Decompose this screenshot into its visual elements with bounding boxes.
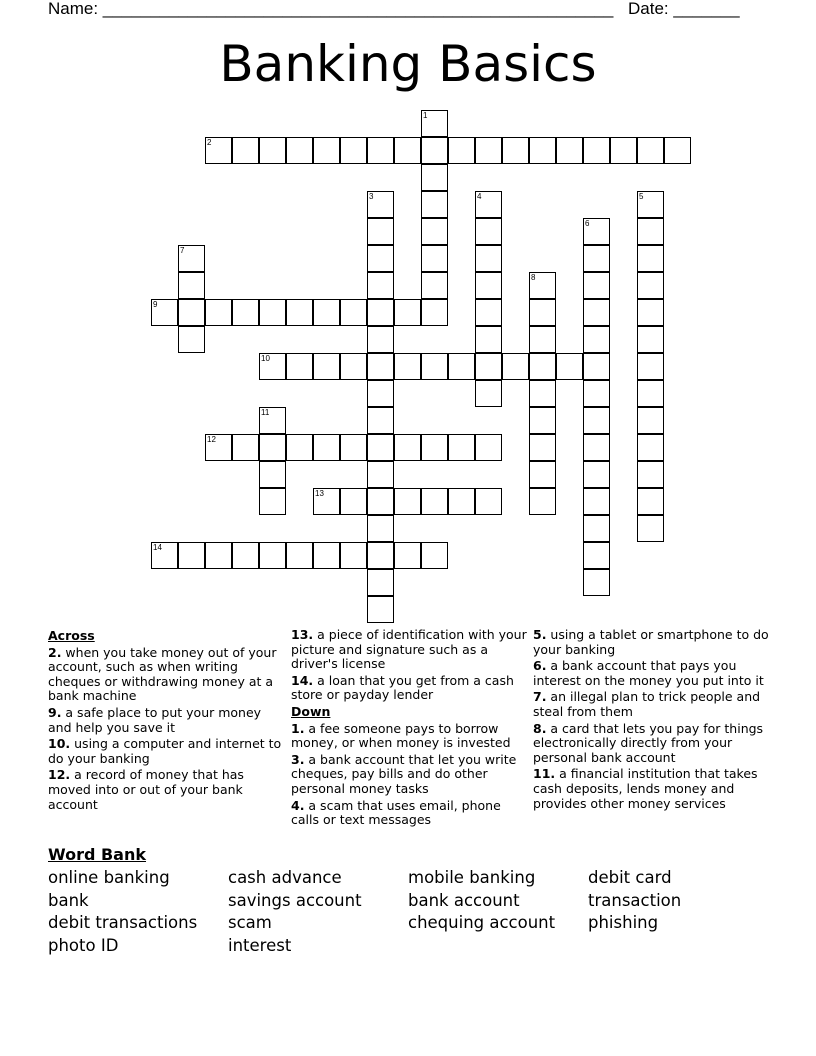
clue-number: 4 bbox=[477, 192, 482, 201]
crossword-cell[interactable] bbox=[583, 461, 610, 488]
crossword-cell[interactable] bbox=[421, 542, 448, 569]
crossword-cell[interactable] bbox=[367, 272, 394, 299]
crossword-cell[interactable] bbox=[475, 272, 502, 299]
crossword-cell[interactable] bbox=[394, 137, 421, 164]
crossword-cell[interactable] bbox=[178, 299, 205, 326]
clue-across-13: 13. a piece of identification with your picture and signature such as a driver's license bbox=[291, 627, 527, 672]
word-bank-item: mobile banking bbox=[408, 868, 536, 887]
crossword-cell[interactable] bbox=[367, 434, 394, 461]
down-heading: Down bbox=[291, 703, 331, 719]
clue-across-12: 12. a record of money that has moved into or out of your bank account bbox=[48, 767, 244, 812]
crossword-cell[interactable] bbox=[232, 434, 259, 461]
crossword-cell[interactable] bbox=[421, 191, 448, 218]
crossword-cell[interactable] bbox=[421, 353, 448, 380]
clue-number: 9 bbox=[153, 300, 158, 309]
crossword-cell[interactable] bbox=[259, 542, 286, 569]
crossword-cell[interactable] bbox=[475, 434, 502, 461]
crossword-cell[interactable] bbox=[367, 569, 394, 596]
crossword-cell[interactable] bbox=[583, 137, 610, 164]
crossword-cell[interactable] bbox=[583, 326, 610, 353]
crossword-cell[interactable] bbox=[583, 380, 610, 407]
clue-across-2: 2. when you take money out of your account, such as when writing cheques or withdrawing money at a bank machine bbox=[48, 644, 277, 704]
crossword-cell[interactable] bbox=[286, 137, 313, 164]
crossword-cell[interactable] bbox=[178, 272, 205, 299]
clue-down-4: 4. a scam that uses email, phone calls or text messages bbox=[291, 797, 501, 828]
name-field[interactable]: Name: ______________________________________________________ bbox=[48, 0, 614, 18]
crossword-cell[interactable] bbox=[637, 380, 664, 407]
crossword-cell[interactable] bbox=[259, 488, 286, 515]
crossword-cell[interactable] bbox=[313, 137, 340, 164]
crossword-cell[interactable] bbox=[529, 353, 556, 380]
crossword-cell[interactable] bbox=[664, 137, 691, 164]
crossword-cell[interactable] bbox=[529, 461, 556, 488]
crossword-cell[interactable] bbox=[259, 407, 286, 434]
crossword-cell[interactable] bbox=[448, 488, 475, 515]
crossword-cell[interactable] bbox=[637, 407, 664, 434]
crossword-cell[interactable] bbox=[205, 434, 232, 461]
crossword-cell[interactable] bbox=[637, 299, 664, 326]
crossword-cell[interactable] bbox=[637, 488, 664, 515]
crossword-cell[interactable] bbox=[529, 326, 556, 353]
crossword-cell[interactable] bbox=[313, 353, 340, 380]
crossword-cell[interactable] bbox=[475, 488, 502, 515]
crossword-cell[interactable] bbox=[637, 137, 664, 164]
crossword-cell[interactable] bbox=[421, 137, 448, 164]
crossword-cell[interactable] bbox=[448, 137, 475, 164]
crossword-cell[interactable] bbox=[286, 299, 313, 326]
clue-down-11: 11. a financial institution that takes cash deposits, lends money and provides other money services bbox=[533, 766, 758, 811]
clue-number: 5 bbox=[639, 192, 644, 201]
crossword-cell[interactable] bbox=[286, 353, 313, 380]
crossword-cell[interactable] bbox=[367, 245, 394, 272]
page-title: Banking Basics bbox=[219, 35, 597, 93]
clue-number: 11 bbox=[261, 408, 270, 417]
crossword-cell[interactable] bbox=[151, 299, 178, 326]
crossword-cell[interactable] bbox=[340, 542, 367, 569]
crossword-cell[interactable] bbox=[637, 218, 664, 245]
crossword-cell[interactable] bbox=[475, 353, 502, 380]
crossword-cell[interactable] bbox=[583, 542, 610, 569]
crossword-cell[interactable] bbox=[367, 326, 394, 353]
clue-number: 13 bbox=[315, 489, 324, 498]
clue-number: 3 bbox=[369, 192, 374, 201]
crossword-cell[interactable] bbox=[529, 434, 556, 461]
crossword-cell[interactable] bbox=[637, 191, 664, 218]
crossword-cell[interactable] bbox=[475, 245, 502, 272]
crossword-cell[interactable] bbox=[367, 407, 394, 434]
crossword-cell[interactable] bbox=[421, 245, 448, 272]
crossword-cell[interactable] bbox=[205, 542, 232, 569]
crossword-cell[interactable] bbox=[178, 245, 205, 272]
crossword-cell[interactable] bbox=[583, 272, 610, 299]
clue-column-1 bbox=[48, 628, 284, 814]
clue-number: 2 bbox=[207, 138, 212, 147]
crossword-cell[interactable] bbox=[367, 353, 394, 380]
crossword-cell[interactable] bbox=[475, 191, 502, 218]
word-bank-title: Word Bank bbox=[48, 845, 147, 864]
clue-number: 12 bbox=[207, 435, 216, 444]
crossword-cell[interactable] bbox=[367, 380, 394, 407]
crossword-cell[interactable] bbox=[394, 434, 421, 461]
word-bank-item: chequing account bbox=[408, 913, 556, 932]
crossword-cell[interactable] bbox=[448, 434, 475, 461]
crossword-cell[interactable] bbox=[583, 434, 610, 461]
across-heading: Across bbox=[48, 628, 95, 643]
crossword-cell[interactable] bbox=[421, 272, 448, 299]
crossword-cell[interactable] bbox=[475, 137, 502, 164]
crossword-cell[interactable] bbox=[583, 488, 610, 515]
crossword-cell[interactable] bbox=[394, 353, 421, 380]
clue-column-2 bbox=[291, 628, 527, 830]
clue-down-3: 3. a bank account that let you write cheques, pay bills and do other personal money tasks bbox=[291, 751, 517, 796]
word-bank-item: savings account bbox=[228, 891, 362, 910]
crossword-cell[interactable] bbox=[259, 353, 286, 380]
crossword-cell[interactable] bbox=[394, 488, 421, 515]
crossword-cell[interactable] bbox=[394, 542, 421, 569]
clue-down-6: 6. a bank account that pays you interest on the money you put into it bbox=[533, 658, 764, 688]
clue-across-14: 14. a loan that you get from a cash store or payday lender bbox=[291, 672, 514, 703]
word-bank-item: phishing bbox=[588, 913, 659, 932]
word-bank-item: scam bbox=[228, 913, 272, 932]
crossword-cell[interactable] bbox=[367, 218, 394, 245]
crossword-cell[interactable] bbox=[583, 515, 610, 542]
crossword-cell[interactable] bbox=[502, 353, 529, 380]
crossword-cell[interactable] bbox=[259, 434, 286, 461]
crossword-cell[interactable] bbox=[178, 542, 205, 569]
crossword-cell[interactable] bbox=[367, 299, 394, 326]
clue-across-9: 9. a safe place to put your money and help you save it bbox=[48, 704, 262, 735]
crossword-cell[interactable] bbox=[556, 353, 583, 380]
crossword-cell[interactable] bbox=[367, 191, 394, 218]
word-bank-item: debit transactions bbox=[48, 913, 198, 932]
crossword-cell[interactable] bbox=[205, 137, 232, 164]
crossword-cell[interactable] bbox=[475, 326, 502, 353]
crossword-cell[interactable] bbox=[367, 137, 394, 164]
crossword-cell[interactable] bbox=[313, 542, 340, 569]
crossword-cell[interactable] bbox=[529, 137, 556, 164]
date-field[interactable]: Date: _______ bbox=[628, 0, 740, 18]
crossword-cell[interactable] bbox=[475, 380, 502, 407]
crossword-cell[interactable] bbox=[529, 380, 556, 407]
clue-down-8: 8. a card that lets you pay for things electronically directly from your personal bank account bbox=[533, 720, 764, 765]
crossword-cell[interactable] bbox=[583, 569, 610, 596]
clue-column-3 bbox=[533, 628, 769, 813]
crossword-cell[interactable] bbox=[610, 137, 637, 164]
crossword-cell[interactable] bbox=[421, 434, 448, 461]
clue-down-5: 5. using a tablet or smartphone to do your banking bbox=[533, 627, 769, 657]
crossword-cell[interactable] bbox=[637, 434, 664, 461]
clue-number: 10 bbox=[261, 354, 270, 363]
crossword-cell[interactable] bbox=[583, 218, 610, 245]
crossword-cell[interactable] bbox=[232, 299, 259, 326]
crossword-cell[interactable] bbox=[637, 272, 664, 299]
clue-number: 7 bbox=[180, 246, 185, 255]
crossword-cell[interactable] bbox=[637, 461, 664, 488]
crossword-cell[interactable] bbox=[637, 245, 664, 272]
crossword-cell[interactable] bbox=[421, 488, 448, 515]
crossword-cell[interactable] bbox=[367, 542, 394, 569]
clue-number: 1 bbox=[423, 111, 428, 120]
crossword-cell[interactable] bbox=[205, 299, 232, 326]
crossword-cell[interactable] bbox=[502, 137, 529, 164]
crossword-cell[interactable] bbox=[286, 542, 313, 569]
crossword-cell[interactable] bbox=[259, 299, 286, 326]
crossword-cell[interactable] bbox=[367, 488, 394, 515]
crossword-cell[interactable] bbox=[421, 299, 448, 326]
word-bank-item: transaction bbox=[588, 891, 682, 910]
crossword-cell[interactable] bbox=[637, 353, 664, 380]
word-bank-item: online banking bbox=[48, 868, 170, 887]
crossword-cell[interactable] bbox=[421, 164, 448, 191]
crossword-cell[interactable] bbox=[637, 515, 664, 542]
word-bank-item: photo ID bbox=[48, 936, 119, 955]
word-bank-item: bank bbox=[48, 891, 89, 910]
crossword-cell[interactable] bbox=[529, 272, 556, 299]
crossword-cell[interactable] bbox=[475, 218, 502, 245]
clue-down-1: 1. a fee someone pays to borrow money, or when money is invested bbox=[291, 720, 511, 751]
crossword-cell[interactable] bbox=[259, 137, 286, 164]
crossword-cell[interactable] bbox=[232, 137, 259, 164]
crossword-cell[interactable] bbox=[583, 299, 610, 326]
clue-number: 8 bbox=[531, 273, 536, 282]
crossword-cell[interactable] bbox=[340, 299, 367, 326]
crossword-cell[interactable] bbox=[367, 596, 394, 623]
crossword-cell[interactable] bbox=[313, 488, 340, 515]
word-bank-item: cash advance bbox=[228, 868, 342, 887]
crossword-cell[interactable] bbox=[583, 245, 610, 272]
crossword-cell[interactable] bbox=[529, 299, 556, 326]
crossword-cell[interactable] bbox=[340, 434, 367, 461]
crossword-cell[interactable] bbox=[232, 542, 259, 569]
word-bank-item: debit card bbox=[588, 868, 672, 887]
crossword-cell[interactable] bbox=[583, 407, 610, 434]
word-bank-item: interest bbox=[228, 936, 292, 955]
crossword-cell[interactable] bbox=[529, 407, 556, 434]
clue-down-7: 7. an illegal plan to trick people and steal from them bbox=[533, 689, 761, 719]
word-bank-item: bank account bbox=[408, 891, 520, 910]
crossword-cell[interactable] bbox=[421, 218, 448, 245]
crossword-cell[interactable] bbox=[178, 326, 205, 353]
clue-number: 6 bbox=[585, 219, 590, 228]
crossword-cell[interactable] bbox=[637, 326, 664, 353]
clue-across-10: 10. using a computer and internet to do your banking bbox=[48, 736, 282, 766]
clue-number: 14 bbox=[153, 543, 162, 552]
crossword-cell[interactable] bbox=[556, 137, 583, 164]
crossword-cell[interactable] bbox=[151, 542, 178, 569]
crossword-cell[interactable] bbox=[313, 434, 340, 461]
crossword-cell[interactable] bbox=[313, 299, 340, 326]
crossword-cell[interactable] bbox=[340, 353, 367, 380]
crossword-cell[interactable] bbox=[259, 461, 286, 488]
crossword-cell[interactable] bbox=[421, 110, 448, 137]
crossword-cell[interactable] bbox=[367, 515, 394, 542]
crossword-cell[interactable] bbox=[286, 434, 313, 461]
crossword-cell[interactable] bbox=[394, 299, 421, 326]
crossword-cell[interactable] bbox=[340, 137, 367, 164]
crossword-cell[interactable] bbox=[529, 488, 556, 515]
crossword-cell[interactable] bbox=[583, 353, 610, 380]
crossword-cell[interactable] bbox=[367, 461, 394, 488]
crossword-cell[interactable] bbox=[340, 488, 367, 515]
crossword-cell[interactable] bbox=[448, 353, 475, 380]
crossword-cell[interactable] bbox=[475, 299, 502, 326]
